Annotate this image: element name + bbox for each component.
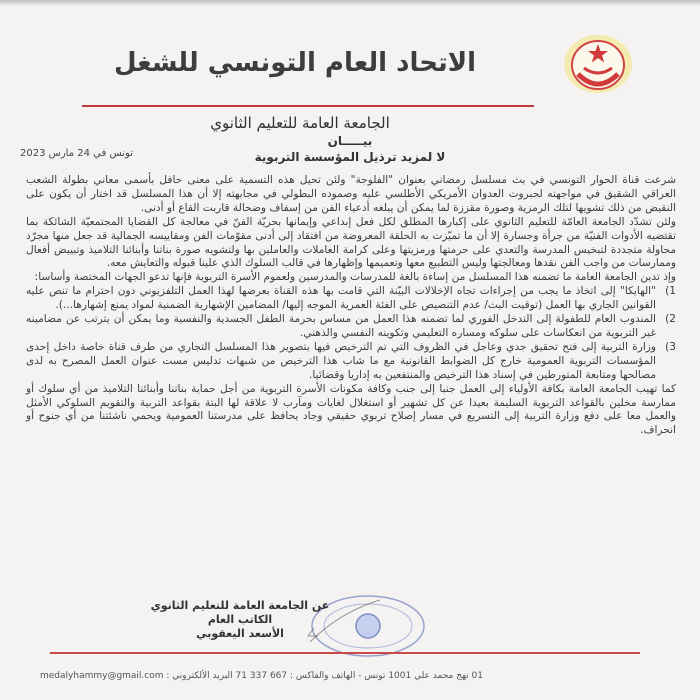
footer-divider [50, 652, 640, 654]
list-item [26, 313, 676, 341]
paragraph: ولئن تشدّد الجامعة العامّة للتعليم الثانوي على إكبارها المطلق لكل فعل إبداعي وإيمانها بحريّة الفنّ في معالجة كل القضايا المجتمعيّة الشائكة بما تقتضيه الأدوات الفنيّة من جرأة وجسارة إلا أن ما تميّزت به الحلقة المعروضة من افتقاد إلى أدنى مقوّمات الفن ومقاييسه الجمالية قد جعل منها مجرّد محاولة متجددة لتبخيس المدرسة والتعدي على حرمتها ورمزيتها وعلى كرامة العاملات والعاملين بها ولتشويه صورة بناتنا وأبنائنا التلاميذ وتبييض أفعال وممارسات من واجب الفن نقدها ومعالجتها وليس التطبيع معها وتعميمها وإظهارها في قالب السلوك الذي علينا قبوله والتعايش معه. [26, 215, 676, 270]
item-number: 3) [665, 340, 676, 353]
list-item [26, 285, 676, 313]
item-text: المندوب العام للطفولة إلى التدخل الفوري لما تضمنه هذا العمل من مساس بحرمة الطفل الجسدية والنفسية وما يمكن أن يترتب عن مضامينه غير التربوية من انعكاسات على سلوكه ومساره التعليمي وتكوينه النفسي والذهني. [26, 313, 656, 339]
document-date: تونس في 24 مارس 2023 [20, 148, 133, 159]
organization-name: الاتحاد العام التونسي للشغل [113, 48, 477, 78]
item-number: 2) [665, 313, 676, 326]
footer-contact: 01 نهج محمد علي 1001 تونس - الهاتف والفاكس : 667 337 71 البريد الألكتروني : medalyhammy@gmail.com [40, 671, 483, 681]
signature-block [150, 599, 330, 641]
closing-paragraph: كما تهيب الجامعة العامة بكافة الأولياء إلى العمل جنبا إلى جنب وكافة مكونات الأسرة التربوية من أجل حماية بناتنا وأبنائنا التلاميذ من أي سلوك أو ممارسة مخلين بالقواعد التربوية السليمة بعيدا عن كل تشهير أو استغلال لغايات ومآرب لا علاقة لها البتة بقواعد التربية والتقويم السلوكي الأمثل والعمل معا على دفع وزارة التربية إلى التسريع في مسار إصلاح تربوي حقيقي وجاد يحافظ على مدرستنا العمومية ويحمي ناشئتنا من أي جنوح أو انحراف. [26, 382, 676, 437]
statement-heading: بيـــــان [327, 134, 373, 148]
statement-body [26, 174, 676, 438]
ugtt-logo-icon [562, 34, 634, 94]
paragraph: وإذ تدين الجامعة العامة ما تضمنه هذا المسلسل من إساءة بالغة للمدرسات والمدرسين ولعموم الأسرة التربوية فإنها تدعو الجهات المختصة وأساسا: [34, 271, 676, 284]
statement-subtitle: لا لمزيد ترذيل المؤسسة التربوية [254, 150, 446, 164]
list-item [26, 340, 676, 383]
scan-shadow [0, 0, 700, 6]
item-text: "الهايكا" إلى اتخاذ ما يجب من إجراءات تجاه الإخلالات البيّنة التي قامت بها هذه القناة بعرضها لهذا العمل التلفزيوني دون احترام ما تنص عليه القوانين الجاري بها العمل (توقيت البث/ عدم التنصيص على الفئة العمرية الموجه إليها/ المضامين الإشهارية الضمنية لمواد يمنع إشهارها...). [26, 285, 656, 312]
item-number: 1) [665, 285, 676, 298]
item-text: وزارة التربية إلى فتح تحقيق جدي وعاجل في الظروف التي تم الترخيص فيها بتصوير هذا المسلسل التجاري من طرف قناة خاصة داخل إحدى المؤسسات التربوية العمومية خارج كل الضوابط القانونية مع ما شاب هذا الترخيص من شبهات تدليس مست عنوان العمل المصرح به لدى مصالحها ومتابعة المتورطين في إسناد هذا الترخيص والمنتفعين به إداريا وقضائيا. [26, 340, 656, 381]
signature-on-behalf: عن الجامعة العامة للتعليم الثانوي [150, 599, 330, 612]
federation-name: الجامعة العامة للتعليم الثانوي [210, 114, 390, 132]
header-divider [82, 105, 534, 107]
demands-list [26, 285, 676, 382]
paragraph: شرعت قناة الحوار التونسي في بث مسلسل رمضاني بعنوان "الفلوجة" ولئن تحيل هذه التسمية على معنى حافل بأسمى معاني بطولة الشعب العراقي الشقيق في مواجهته لجبروت العدوان الأمريكي الأطلسي عليه وصموده البطولي في مجابهته إلا أن هذا المسلسل قد اختار أن يكون على النقيض من ذلك تشويها لتلك الرمزية وصورة مقززة لما يمكن أن يبلغه أدعياء الفن من إسفاف وضحالة قاربت القاع أو أدنى. [26, 174, 676, 214]
signature-role: الكاتب العام [207, 613, 273, 626]
signature-name: الأسعد اليعقوبي [196, 627, 284, 640]
